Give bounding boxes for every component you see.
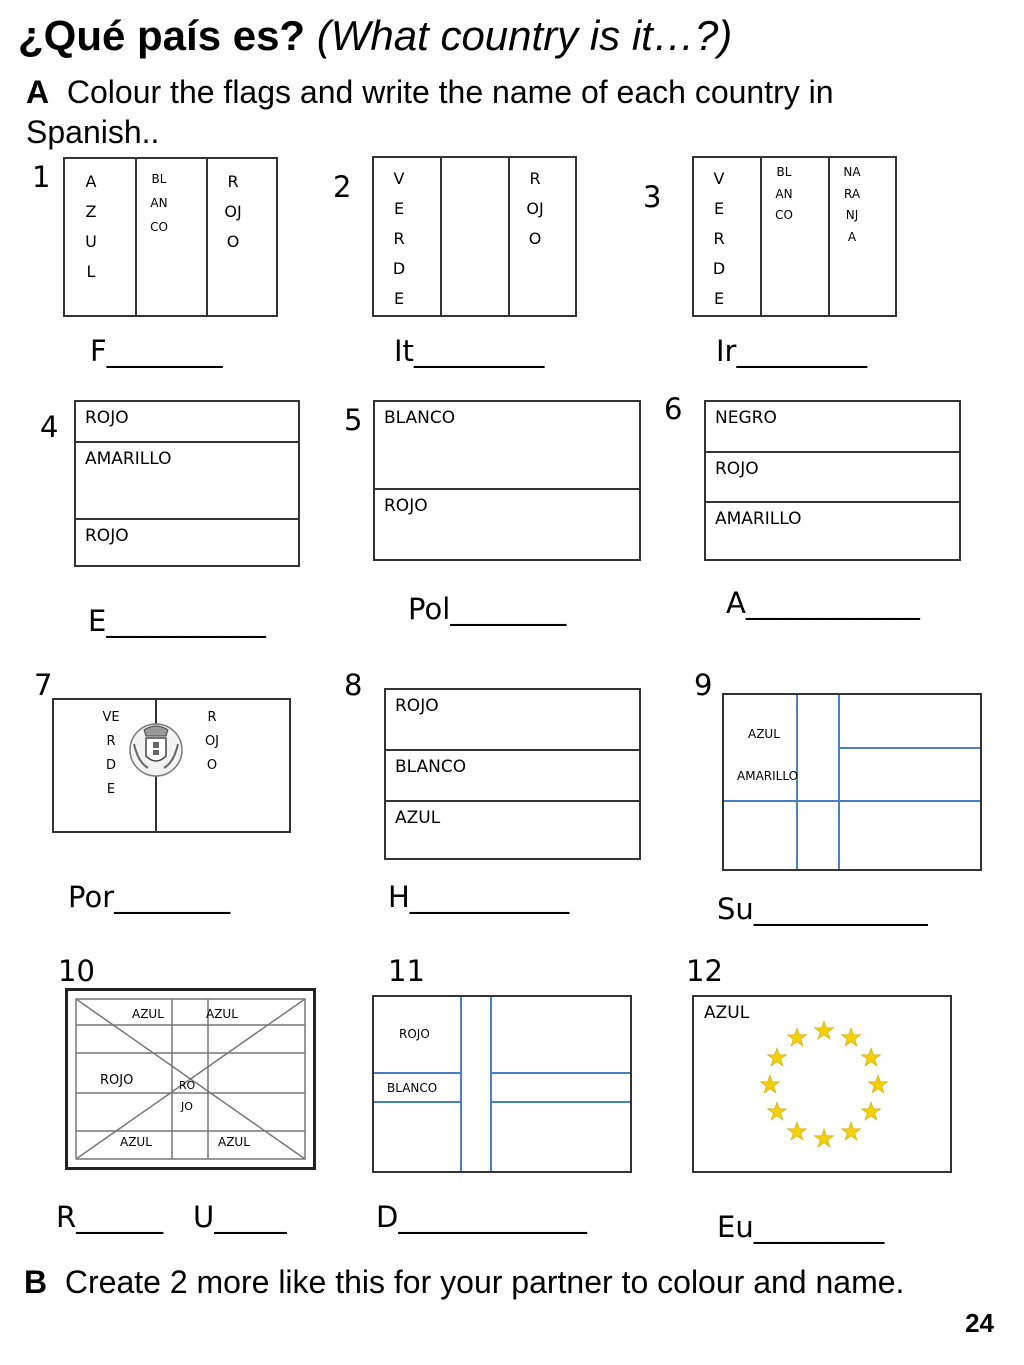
- instruction-a: A Colour the flags and write the name of each country in Spanish..: [26, 74, 834, 150]
- flag-label: AZUL: [748, 727, 780, 741]
- flag-number: 11: [388, 954, 425, 988]
- stripe-label: ROJO: [85, 408, 129, 428]
- flag-2: [372, 156, 577, 317]
- flag-9: [722, 693, 982, 871]
- flag-label: AZUL: [704, 1003, 750, 1023]
- flag-number: 2: [333, 170, 352, 204]
- stripe-label: NARANJA: [843, 165, 861, 244]
- coat-of-arms-icon: [124, 718, 188, 778]
- flag-label: ROJO: [399, 1027, 430, 1041]
- answer-line[interactable]: Eu_________: [717, 1210, 885, 1244]
- stripe-label: AMARILLO: [85, 449, 172, 469]
- flag-label: AZUL: [206, 1007, 238, 1021]
- stripe-label: BLANCO: [384, 408, 456, 428]
- flag-7: [52, 698, 291, 833]
- flag-3: [692, 156, 897, 317]
- answer-line[interactable]: Ir_________: [716, 334, 867, 368]
- stripe-label: ROJO: [224, 172, 242, 251]
- page-title: ¿Qué país es? (What country is it…?): [18, 12, 733, 59]
- flag-label: AZUL: [218, 1135, 250, 1149]
- answer-line[interactable]: U_____: [193, 1200, 287, 1234]
- flag-label: AMARILLO: [737, 769, 799, 783]
- flag-number: 7: [34, 668, 53, 702]
- stripe-label: ROJO: [395, 696, 439, 716]
- stripe-label: NEGRO: [715, 408, 777, 428]
- instruction-b: B Create 2 more like this for your partner to colour and name.: [24, 1264, 905, 1300]
- stripe-label: ROJO: [526, 169, 544, 248]
- flag-10: [65, 988, 316, 1170]
- stripe-label: BLANCO: [395, 757, 467, 777]
- page-number: 24: [965, 1308, 994, 1338]
- flag-label: AZUL: [132, 1007, 164, 1021]
- answer-line[interactable]: Pol________: [408, 592, 567, 626]
- stripe-label: ROJO: [384, 496, 428, 516]
- answer-line[interactable]: Por________: [68, 880, 231, 914]
- stripe-label: ROJO: [204, 710, 220, 773]
- answer-line[interactable]: It_________: [394, 334, 545, 368]
- answer-line[interactable]: E___________: [88, 604, 266, 638]
- flag-12: [692, 995, 952, 1173]
- flag-4: [74, 400, 300, 567]
- flag-number: 5: [344, 403, 363, 437]
- flag-number: 9: [694, 668, 713, 702]
- stripe-label: VERDE: [392, 169, 406, 308]
- star-circle-icon: [754, 1017, 894, 1157]
- stripe-label: AMARILLO: [715, 509, 802, 529]
- answer-line[interactable]: R______: [56, 1200, 164, 1234]
- stripe-label: BLANCO: [775, 165, 793, 222]
- stripe-label: AZUL: [395, 808, 441, 828]
- flag-label: ROJO: [100, 1073, 134, 1088]
- flag-number: 12: [686, 954, 723, 988]
- stripe-label: VERDE: [712, 169, 726, 308]
- answer-line[interactable]: H___________: [388, 880, 570, 914]
- flag-number: 3: [643, 180, 662, 214]
- flag-number: 10: [58, 954, 95, 988]
- stripe-label: AZUL: [85, 172, 97, 281]
- answer-line[interactable]: D_____________: [376, 1200, 587, 1234]
- flag-number: 6: [664, 392, 683, 426]
- flag-6: [704, 400, 961, 561]
- flag-number: 8: [344, 668, 363, 702]
- flag-11: [372, 995, 632, 1173]
- flag-label: ROJO: [178, 1079, 196, 1113]
- flag-label: AZUL: [120, 1135, 152, 1149]
- answer-line[interactable]: Su____________: [717, 892, 928, 926]
- flag-8: [384, 688, 641, 860]
- flag-label: BLANCO: [387, 1081, 438, 1095]
- stripe-label: ROJO: [85, 526, 129, 546]
- flag-number: 4: [40, 410, 59, 444]
- stripe-label: ROJO: [715, 459, 759, 479]
- flag-number: 1: [32, 160, 51, 194]
- answer-line[interactable]: A____________: [726, 586, 920, 620]
- stripe-label: BLANCO: [150, 172, 168, 234]
- flag-5: [373, 400, 641, 561]
- stripe-label: VERDE: [102, 710, 120, 797]
- flag-1: [63, 157, 278, 317]
- answer-line[interactable]: F________: [90, 334, 223, 368]
